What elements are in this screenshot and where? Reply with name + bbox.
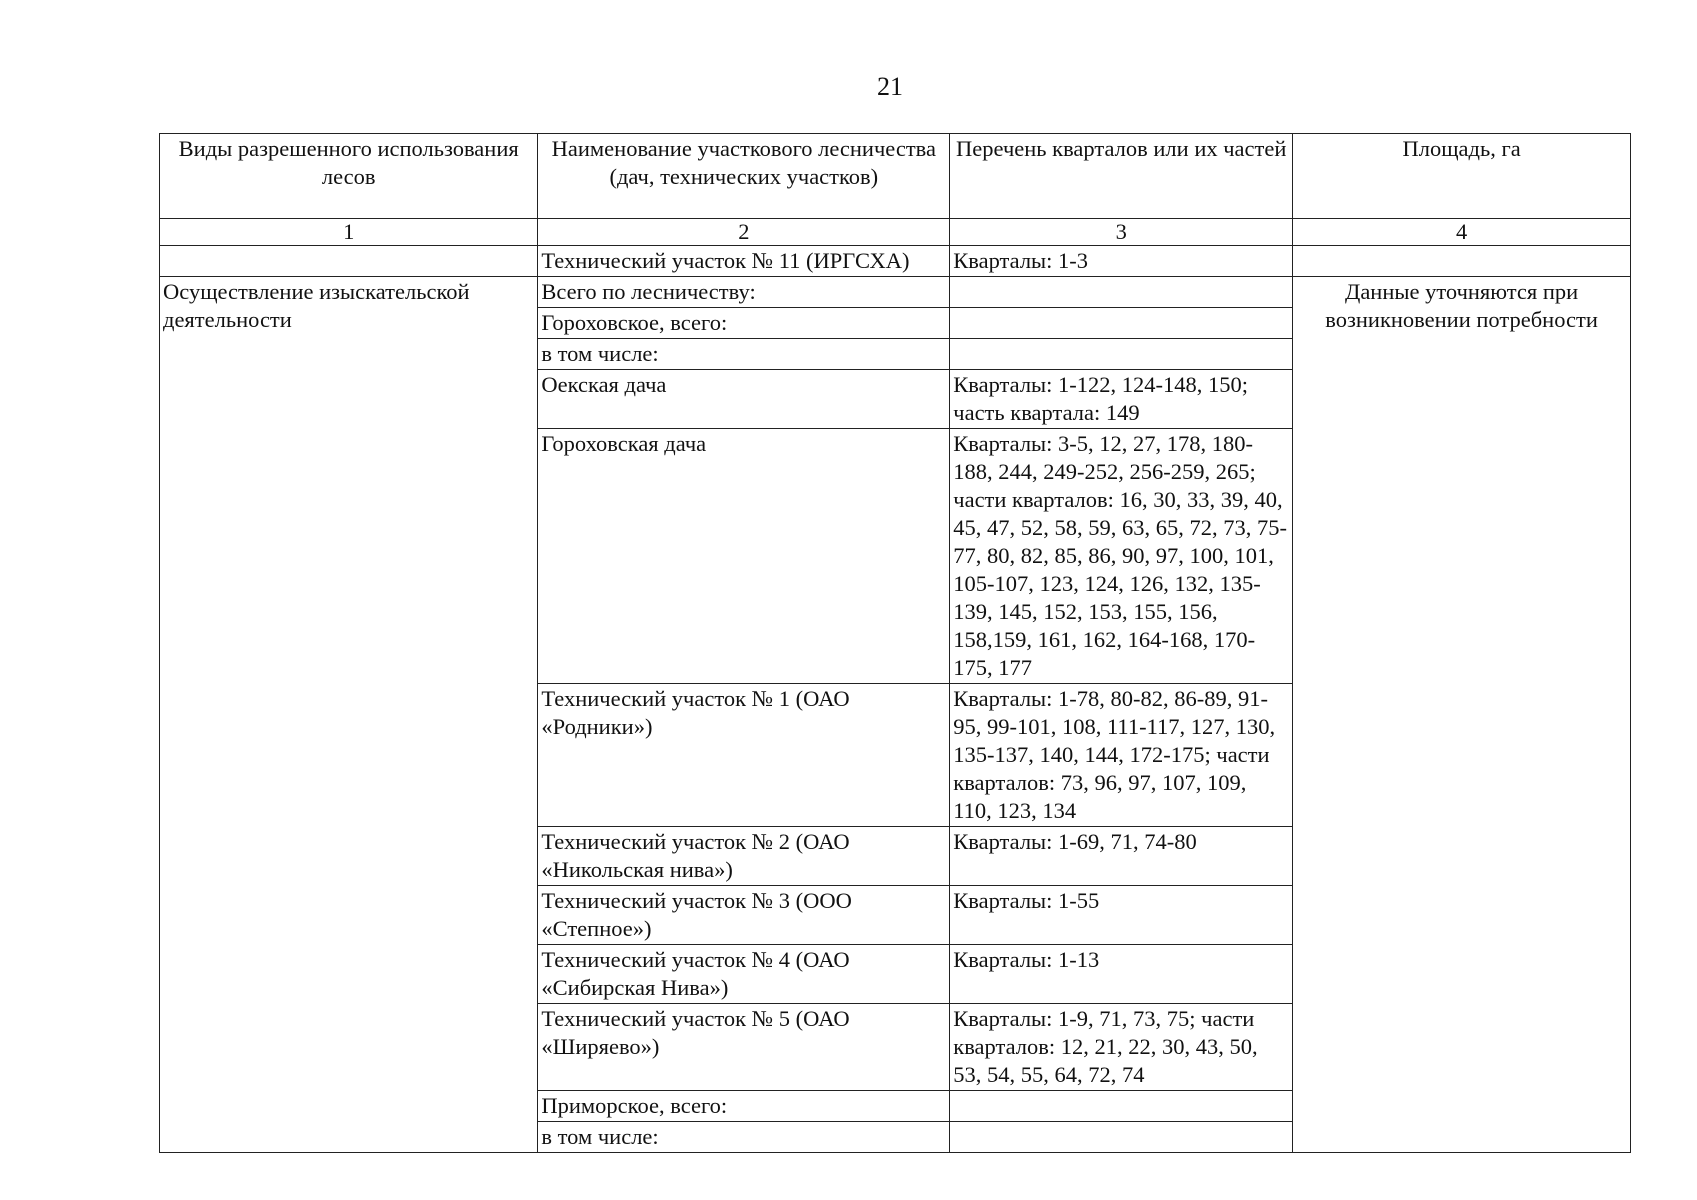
- forestry-name-cell: Технический участок № 5 (ОАО «Ширяево»): [538, 1004, 950, 1091]
- quarters-cell: Кварталы: 3-5, 12, 27, 178, 180-188, 244, 249-252, 256-259, 265; части кварталов: 16, 30, 33, 39, 40, 45, 47, 52, 58, 59, 63, 65, 72, 73, 75-77, 80, 82, 85, 86, 90, 97, 100, 101, 105-107, 123, 124, 126, 132, 135-139, 145, 152, 153, 155, 156, 158,159, 161, 162, 164-168, 170-175, 177: [950, 429, 1293, 684]
- forestry-name-cell: Приморское, всего:: [538, 1091, 950, 1122]
- header-use-type: Виды разрешенного использования лесов: [160, 134, 538, 219]
- quarters-cell: [950, 1091, 1293, 1122]
- column-number-row: [160, 219, 1631, 246]
- forestry-name-cell: Технический участок № 2 (ОАО «Никольская нива»): [538, 827, 950, 886]
- quarters-cell: [950, 1122, 1293, 1153]
- header-quarters: Перечень кварталов или их частей: [950, 134, 1293, 219]
- area-note-cell: Данные уточняются при возникновении потребности: [1293, 277, 1631, 1153]
- header-area: Площадь, га: [1293, 134, 1631, 219]
- forest-use-table: [159, 133, 1631, 1153]
- use-type-cell: Осуществление изыскательской деятельности: [160, 277, 538, 1153]
- forestry-name-cell: в том числе:: [538, 1122, 950, 1153]
- quarters-cell: Кварталы: 1-78, 80-82, 86-89, 91-95, 99-101, 108, 111-117, 127, 130, 135-137, 140, 144, 172-175; части кварталов: 73, 96, 97, 107, 109, 110, 123, 134: [950, 684, 1293, 827]
- page-number: 21: [877, 72, 903, 101]
- forestry-name-cell: Всего по лесничеству:: [538, 277, 950, 308]
- quarters-cell: Кварталы: 1-122, 124-148, 150; часть квартала: 149: [950, 370, 1293, 429]
- quarters-cell: Кварталы: 1-9, 71, 73, 75; части кварталов: 12, 21, 22, 30, 43, 50, 53, 54, 55, 64, 72, 74: [950, 1004, 1293, 1091]
- quarters-cell: [950, 308, 1293, 339]
- quarters-cell: Кварталы: 1-69, 71, 74-80: [950, 827, 1293, 886]
- quarters-cell: Кварталы: 1-55: [950, 886, 1293, 945]
- forestry-name-cell: Технический участок № 11 (ИРГСХА): [538, 246, 950, 277]
- table-header-row: [160, 134, 1631, 219]
- quarters-cell: Кварталы: 1-3: [950, 246, 1293, 277]
- forestry-name-cell: в том числе:: [538, 339, 950, 370]
- header-forestry-name: Наименование участкового лесничества (дач, технических участков): [538, 134, 950, 219]
- quarters-cell: [950, 277, 1293, 308]
- forestry-name-cell: Технический участок № 3 (ООО «Степное»): [538, 886, 950, 945]
- forestry-name-cell: Оекская дача: [538, 370, 950, 429]
- column-number: 4: [1293, 219, 1631, 246]
- table-row: [160, 246, 1631, 277]
- quarters-cell: [950, 339, 1293, 370]
- forestry-name-cell: Технический участок № 1 (ОАО «Родники»): [538, 684, 950, 827]
- column-number: 3: [950, 219, 1293, 246]
- column-number: 1: [160, 219, 538, 246]
- column-number: 2: [538, 219, 950, 246]
- table-row: [160, 277, 1631, 308]
- forestry-name-cell: Технический участок № 4 (ОАО «Сибирская Нива»): [538, 945, 950, 1004]
- empty-cell: [1293, 246, 1631, 277]
- quarters-cell: Кварталы: 1-13: [950, 945, 1293, 1004]
- empty-cell: [160, 246, 538, 277]
- forestry-name-cell: Гороховская дача: [538, 429, 950, 684]
- forestry-name-cell: Гороховское, всего:: [538, 308, 950, 339]
